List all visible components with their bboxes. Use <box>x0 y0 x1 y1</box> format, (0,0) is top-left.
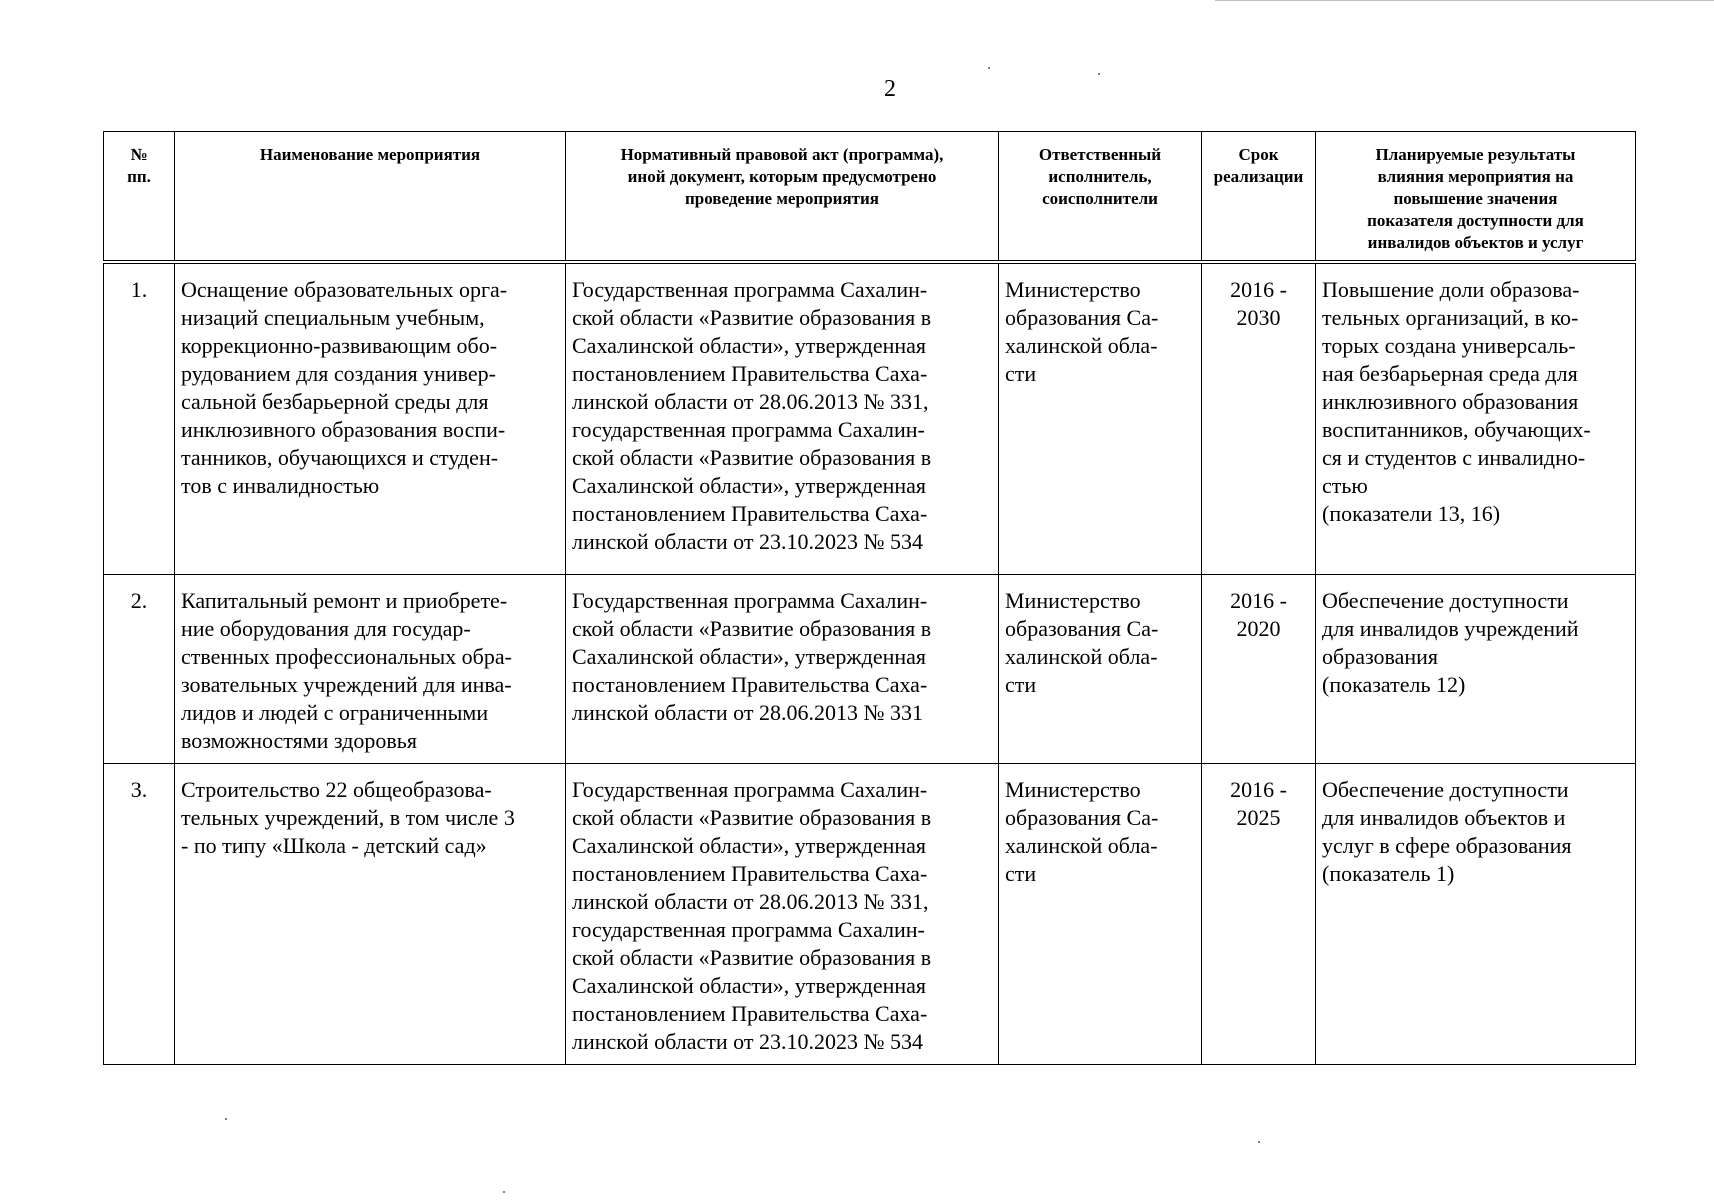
table-row <box>104 262 1636 574</box>
row-legal-act: Государственная программа Сахалин- ской области «Развитие образования в Сахалинской области», утвержденная постановлением Правительства Саха- линской области от 28.06.2013 № 331, государственная программа Сахалин- ской области «Развитие образования в Сахалинской области», утвержденная постановлением Правительства Саха- линской области от 23.10.2023 № 534 <box>566 262 999 574</box>
row-term: 2016 - 2030 <box>1202 262 1316 574</box>
table-row <box>104 574 1636 763</box>
measures-table <box>103 131 1636 1065</box>
row-number: 3. <box>104 763 175 1064</box>
row-measure-name: Строительство 22 общеобразова- тельных учреждений, в том числе 3 - по типу «Школа - детский сад» <box>175 763 566 1064</box>
row-planned-results: Обеспечение доступности для инвалидов учреждений образования (показатель 12) <box>1316 574 1636 763</box>
row-term: 2016 - 2020 <box>1202 574 1316 763</box>
scan-speck <box>225 1118 227 1120</box>
table-header-row <box>104 132 1636 263</box>
header-legal-act: Нормативный правовой акт (программа), иной документ, которым предусмотрено проведение мероприятия <box>566 132 999 263</box>
header-number: № пп. <box>104 132 175 263</box>
header-planned-results: Планируемые результаты влияния мероприятия на повышение значения показателя доступности для инвалидов объектов и услуг <box>1316 132 1636 263</box>
header-executor: Ответственный исполнитель, соисполнители <box>999 132 1202 263</box>
row-executor: Министерство образования Са- халинской обла- сти <box>999 574 1202 763</box>
row-executor: Министерство образования Са- халинской обла- сти <box>999 262 1202 574</box>
row-planned-results: Повышение доли образова- тельных организаций, в ко- торых создана универсаль- ная безбарьерная среда для инклюзивного образования воспитанников, обучающих- ся и студентов с инвалидно- стью (показатели 13, 16) <box>1316 262 1636 574</box>
scan-speck <box>1098 73 1100 75</box>
row-planned-results: Обеспечение доступности для инвалидов объектов и услуг в сфере образования (показатель 1) <box>1316 763 1636 1064</box>
table-row <box>104 763 1636 1064</box>
header-term: Срок реализации <box>1202 132 1316 263</box>
page-number: 2 <box>884 76 896 102</box>
row-measure-name: Капитальный ремонт и приобрете- ние оборудования для государ- ственных профессиональных обра- зовательных учреждений для инва- лидов и людей с ограниченными возможностями здоровья <box>175 574 566 763</box>
row-executor: Министерство образования Са- халинской обла- сти <box>999 763 1202 1064</box>
scan-speck <box>503 1191 505 1193</box>
row-measure-name: Оснащение образовательных орга- низаций специальным учебным, коррекционно-развивающим обо- рудованием для создания универ- сальной безбарьерной среды для инклюзивного образования воспи- танников, обучающихся и студен- тов с инвалидностью <box>175 262 566 574</box>
header-measure-name: Наименование мероприятия <box>175 132 566 263</box>
scan-speck <box>1258 1141 1260 1143</box>
row-legal-act: Государственная программа Сахалин- ской области «Развитие образования в Сахалинской области», утвержденная постановлением Правительства Саха- линской области от 28.06.2013 № 331 <box>566 574 999 763</box>
row-term: 2016 - 2025 <box>1202 763 1316 1064</box>
scan-top-rule <box>1215 0 1714 1</box>
row-legal-act: Государственная программа Сахалин- ской области «Развитие образования в Сахалинской области», утвержденная постановлением Правительства Саха- линской области от 28.06.2013 № 331, государственная программа Сахалин- ской области «Развитие образования в Сахалинской области», утвержденная постановлением Правительства Саха- линской области от 23.10.2023 № 534 <box>566 763 999 1064</box>
row-number: 2. <box>104 574 175 763</box>
row-number: 1. <box>104 262 175 574</box>
scan-speck <box>988 67 990 69</box>
